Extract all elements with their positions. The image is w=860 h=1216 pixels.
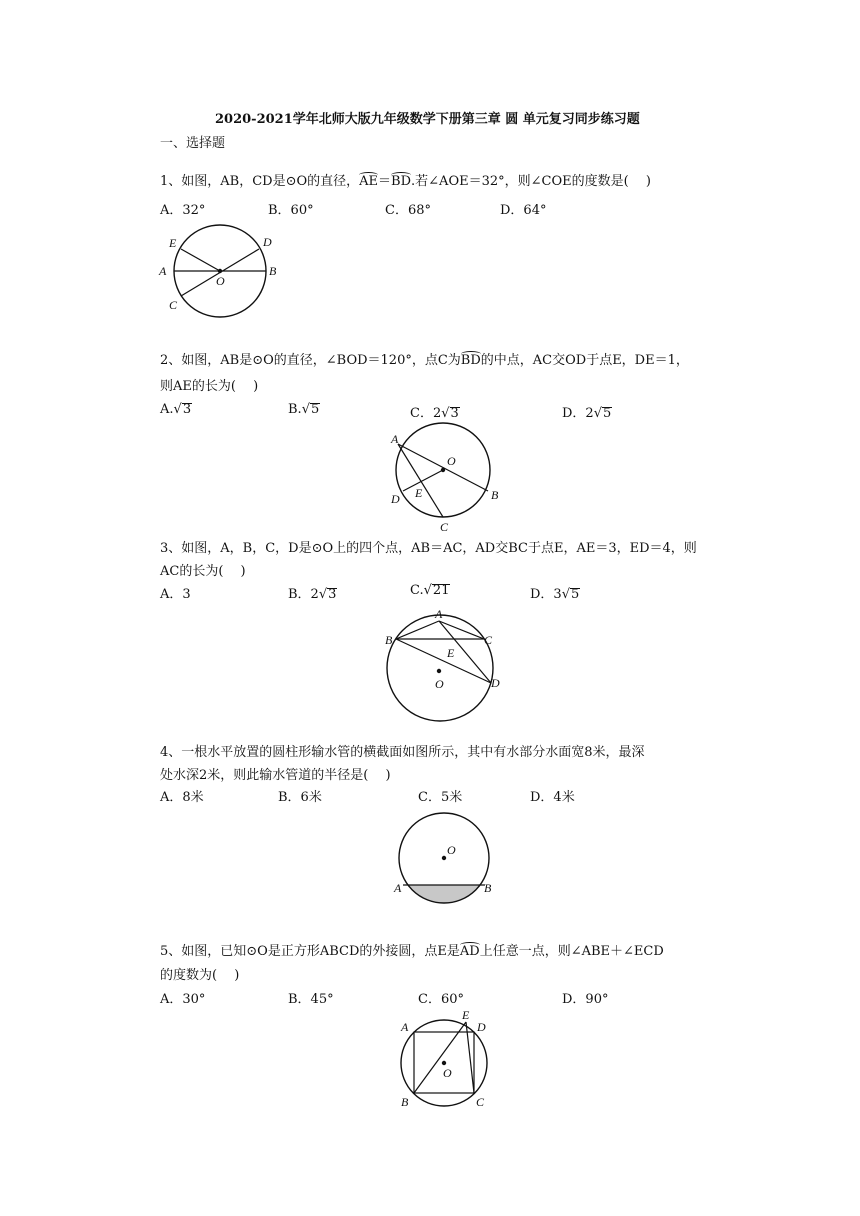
q3-option-a: A．3 [160,587,191,602]
q2-label-d: D [391,492,400,506]
q5-arc-ad: AD [459,944,480,959]
q1-label-b: B [269,264,277,278]
question-2-text-line1 [160,349,689,368]
q2-label-o: O [447,454,456,468]
q3-label-e: E [447,646,455,660]
question-5-text-line2: 的度数为( ) [160,968,240,983]
q1-label-d: D [263,235,272,249]
section-heading: 一、选择题 [160,136,226,151]
q1-text-pre: 1、如图，AB，CD是⊙O的直径， [160,174,360,189]
q3-label-a: A [435,607,443,621]
q1-option-a: A．32° [160,203,206,218]
q2-arc-bd: BD [460,353,481,368]
q3-label-b: B [385,633,393,647]
q2-text-pre: 2、如图，AB是⊙O的直径，∠BOD＝120°，点C为 [160,353,461,368]
q2-label-c: C [440,520,449,534]
page-title: 2020-2021学年北师大版九年级数学下册第三章 圆 单元复习同步练习题 [215,112,640,127]
q5-option-d: D．90° [562,992,609,1007]
q5-text-post: 上任意一点，则∠ABE＋∠ECD [479,944,664,959]
q4-option-c: C．5米 [418,790,463,805]
q5-label-e: E [462,1008,470,1022]
q1-text-post: .若∠AOE＝32°，则∠COE的度数是( ) [411,174,651,189]
q1-label-e: E [169,236,177,250]
q4-option-b: B．6米 [278,790,322,805]
q5-text-pre: 5、如图，已知⊙O是正方形ABCD的外接圆，点E是 [160,944,460,959]
q2-option-a: A.√ 3 [160,402,192,417]
question-5-text-line1 [160,940,664,959]
q1-label-c: C [169,298,178,312]
q5-figure [392,1010,502,1110]
q5-label-d: D [477,1020,486,1034]
q1-option-d: D．64° [500,203,547,218]
question-4-text-line2: 处水深2米，则此输水管道的半径是( ) [160,768,391,783]
q1-option-c: C．68° [385,203,431,218]
q5-label-c: C [476,1095,485,1109]
q5-label-a: A [401,1020,409,1034]
q2-label-a: A [391,432,399,446]
question-4-text-line1: 4、一根水平放置的圆柱形输水管的横截面如图所示，其中有水部分水面宽8米，最深 [160,745,645,760]
q5-option-a: A．30° [160,992,206,1007]
q1-label-a: A [159,264,167,278]
q1-label-o: O [216,274,225,288]
question-3-text-line1: 3、如图，A，B，C，D是⊙O上的四个点，AB＝AC，AD交BC于点E，AE＝3，ED＝4，则 [160,541,697,556]
q2-option-c: C．2√ 3 [410,402,460,421]
q4-label-a: A [394,881,402,895]
q4-option-a: A．8米 [160,790,204,805]
q2-option-b: B.√ 5 [288,402,320,417]
q4-figure [390,812,500,912]
q5-label-o: O [443,1066,452,1080]
q4-option-d: D．4米 [530,790,575,805]
q5-option-c: C．60° [418,992,464,1007]
q1-text-eq: ＝ [378,174,392,189]
q1-figure [155,228,295,323]
q3-option-c: C.√ 21 [410,583,450,598]
q5-option-b: B．45° [288,992,334,1007]
q1-arc-ae: AE [359,174,379,189]
q1-arc-bd: BD [391,174,412,189]
q3-label-o: O [435,677,444,691]
q5-label-b: B [401,1095,409,1109]
q3-label-d: D [491,676,500,690]
q3-option-d: D．3√ 5 [530,583,580,602]
q3-figure [380,607,520,727]
q3-option-b: B．2√ 3 [288,583,337,602]
q2-option-d: D．2√ 5 [562,402,612,421]
q4-label-o: O [447,843,456,857]
q2-text-post: 的中点，AC交OD于点E，DE＝1， [480,353,689,368]
q3-label-c: C [484,633,493,647]
question-1-text [160,170,651,189]
q2-label-e: E [415,486,423,500]
q4-label-b: B [484,881,492,895]
question-2-text-line2: 则AE的长为( ) [160,379,259,394]
q2-figure [385,425,515,535]
q2-label-b: B [491,488,499,502]
q1-option-b: B．60° [268,203,314,218]
question-3-text-line2: AC的长为( ) [160,564,246,579]
